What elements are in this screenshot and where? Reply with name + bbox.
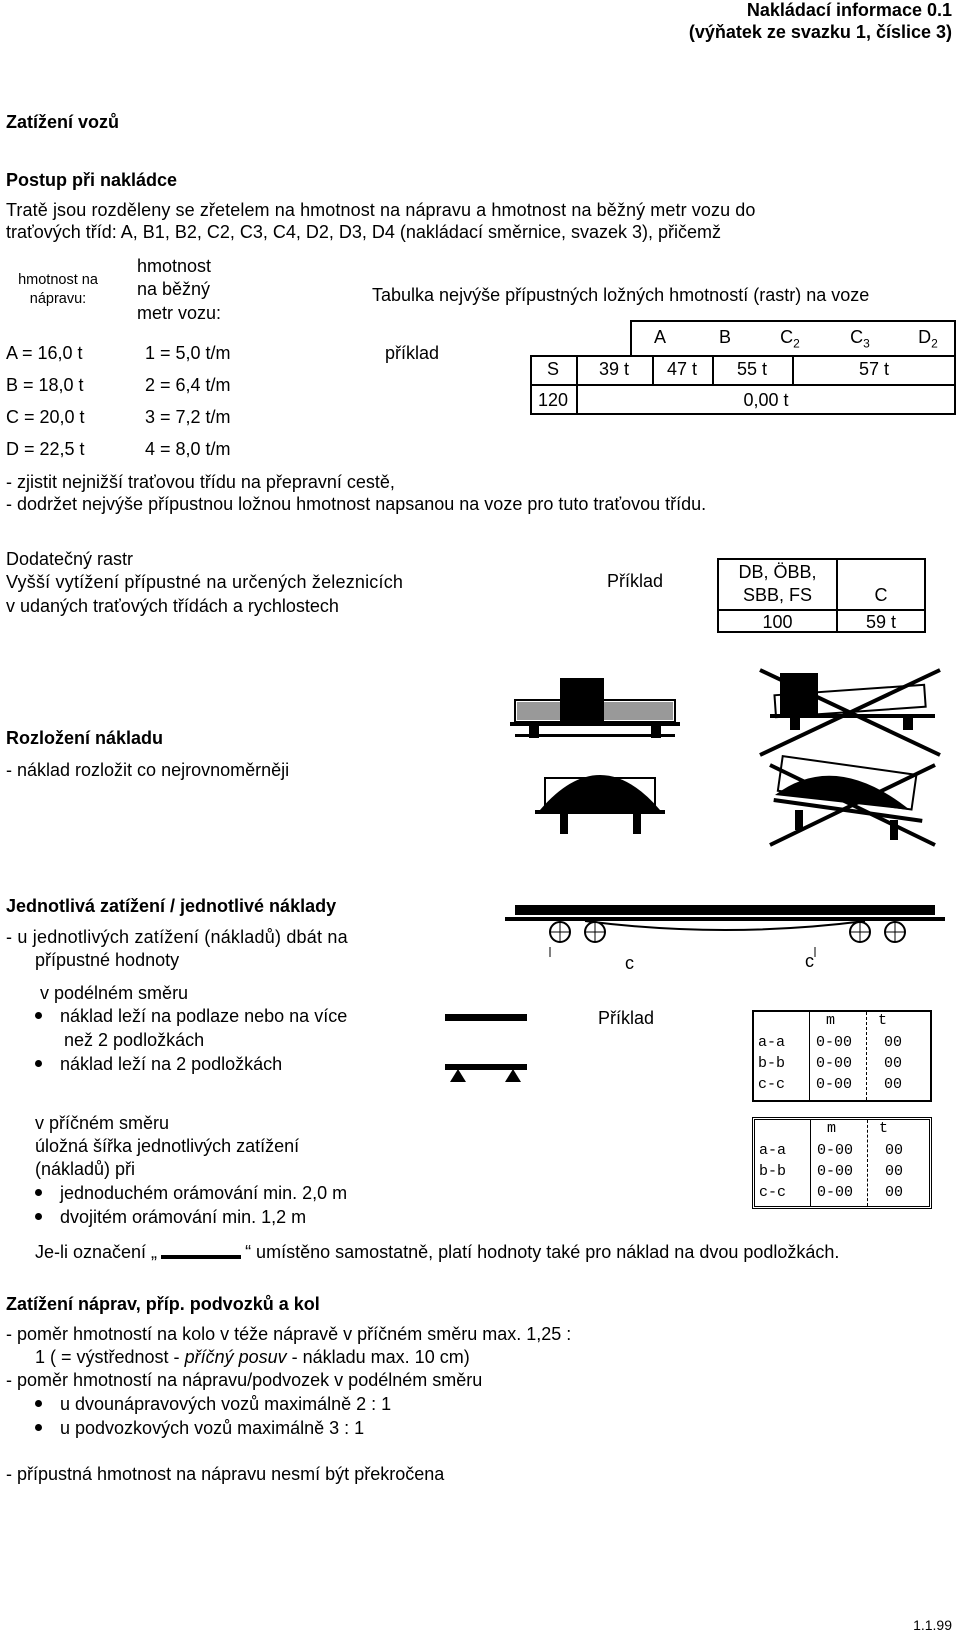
- wagon-wrong-top-icon: [760, 670, 940, 755]
- transverse-bullet-1: jednoduchém orámování min. 2,0 m: [35, 1183, 347, 1204]
- grid-row-120-value: 0,00 t: [743, 390, 789, 410]
- example-label-1: příklad: [385, 343, 440, 363]
- support-symbols: [445, 1012, 530, 1082]
- section-title-load: Zatížení vozů: [6, 112, 120, 132]
- longitudinal-bullet-2: náklad leží na 2 podložkách: [35, 1054, 282, 1075]
- section-subtitle-procedure: Postup při nakládce: [6, 170, 178, 190]
- transverse-line-1: úložná šířka jednotlivých zatížení: [35, 1136, 300, 1156]
- transverse-line-2: (nákladů) při: [35, 1159, 136, 1179]
- grid-row-s-label: S: [546, 359, 559, 379]
- intro-line-2: traťových tříd: A, B1, B2, C2, C3, C4, D2, D3, D4 (nakládací směrnice, svazek 3), přičemž: [6, 222, 722, 242]
- instruction-1: - zjistit nejnižší traťovou třídu na přepravní cestě,: [6, 472, 395, 492]
- wagon-correct-bottom-icon: [535, 775, 665, 834]
- header-title: Nakládací informace 0.1: [746, 0, 952, 20]
- grid-table-title: Tabulka nejvýše přípustných ložných hmotností (rastr) na voze: [372, 285, 870, 305]
- floor-support-icon: [445, 1014, 527, 1021]
- grid-head-b: B: [718, 327, 731, 347]
- meter-class-2: 2 = 6,4 t/m: [145, 375, 231, 395]
- axle-class-a: A = 16,0 t: [6, 343, 83, 363]
- meter-class-4: 4 = 8,0 t/m: [145, 439, 231, 459]
- flat-wagon-illustration: [505, 905, 945, 975]
- axle-line-3: - poměr hmotností na nápravu/podvozek v podélném směru: [6, 1370, 483, 1390]
- section-title-axle-loads: Zatížení náprav, příp. podvozků a kol: [6, 1294, 320, 1314]
- extra-grid-head-1: DB, ÖBB,: [738, 562, 817, 582]
- longitudinal-bullet-1-cont: než 2 podložkách: [64, 1030, 205, 1050]
- axle-class-b: B = 18,0 t: [6, 375, 84, 395]
- grid-cell-c3-d2: 57 t: [858, 359, 890, 379]
- grid-head-c2: $C_2$: [780, 327, 800, 351]
- extra-grid-table: [717, 558, 926, 633]
- grid-cell-a: 39 t: [598, 359, 630, 379]
- section-title-distribution: Rozložení nákladu: [6, 728, 164, 748]
- transverse-bullet-2: dvojitém orámování min. 1,2 m: [35, 1207, 306, 1228]
- single-loads-line-1: - u jednotlivých zatížení (nákladů) dbát na: [6, 927, 348, 947]
- meter-head-2: na běžný: [137, 279, 211, 299]
- meter-head-3: metr vozu:: [137, 303, 222, 323]
- wagon-correct-top-icon: [510, 678, 680, 738]
- grid-cell-b: 47 t: [666, 359, 698, 379]
- load-grid-1: m t a-a b-b c-c 0-00 0-00 0-00 00 00 00: [752, 1010, 932, 1102]
- c-label-1: c: [625, 953, 634, 973]
- axle-line-1: - poměr hmotností na kolo v téže nápravě v příčném směru max. 1,25 :: [6, 1324, 572, 1344]
- instruction-2: - dodržet nejvýše přípustnou ložnou hmotnost napsanou na voze pro tuto traťovou třídu.: [6, 494, 707, 514]
- axle-head-2: nápravu:: [29, 291, 87, 307]
- extra-grid-line-1: Vyšší vytížení přípustné na určených železnicích: [6, 572, 404, 592]
- longitudinal-heading: v podélném směru: [40, 983, 189, 1003]
- distribution-item: - náklad rozložit co nejrovnoměrněji: [6, 760, 290, 780]
- section-title-single-loads: Jednotlivá zatížení / jednotlivé náklady: [6, 896, 337, 916]
- axle-bullet-1: u dvounápravových vozů maximálně 2 : 1: [35, 1394, 391, 1415]
- axle-class-d: D = 22,5 t: [6, 439, 85, 459]
- axle-line-2: 1 ( = výstřednost - příčný posuv - nákladu max. 10 cm): [35, 1347, 470, 1367]
- c-label-2: c: [805, 951, 814, 971]
- meter-class-3: 3 = 7,2 t/m: [145, 407, 231, 427]
- axle-class-c: C = 20,0 t: [6, 407, 85, 427]
- extra-grid-line-2: v udaných traťových třídách a rychlostech: [6, 596, 339, 616]
- marking-bar-icon: [161, 1255, 241, 1259]
- extra-grid-row-value: 59 t: [865, 612, 897, 632]
- single-loads-line-2: přípustné hodnoty: [35, 950, 180, 970]
- extra-grid-head-c: C: [874, 585, 888, 605]
- axle-head-1: hmotnost na: [18, 272, 98, 288]
- two-supports-icon: [445, 1064, 527, 1082]
- extra-grid-row-label: 100: [762, 612, 793, 632]
- grid-head-c3: $C_3$: [850, 327, 870, 351]
- meter-head-1: hmotnost: [137, 256, 212, 276]
- axle-line-4: - přípustná hmotnost na nápravu nesmí být překročena: [6, 1464, 445, 1484]
- example-label-2: Příklad: [607, 571, 664, 591]
- axle-bullet-2: u podvozkových vozů maximálně 3 : 1: [35, 1418, 364, 1439]
- grid-cell-c2: 55 t: [736, 359, 768, 379]
- grid-head-a: A: [653, 327, 666, 347]
- example-label-3: Příklad: [598, 1008, 655, 1028]
- load-grid-2: m t a-a b-b c-c 0-00 0-00 0-00 00 00 00: [752, 1117, 932, 1209]
- transverse-heading: v příčném směru: [35, 1113, 170, 1133]
- meter-class-1: 1 = 5,0 t/m: [145, 343, 231, 363]
- grid-table: [530, 320, 956, 415]
- wheel-icon: [550, 922, 905, 942]
- footer-date: 1.1.99: [913, 1617, 952, 1633]
- grid-row-120-label: 120: [537, 390, 569, 410]
- marking-note: Je-li označení „ “ umístěno samostatně, platí hodnoty také pro náklad na dvou podložkách.: [35, 1242, 840, 1262]
- intro-line-1: Tratě jsou rozděleny se zřetelem na hmotnost na nápravu a hmotnost na běžný metr vozu do: [6, 200, 756, 220]
- section-title-extra-grid: Dodatečný rastr: [6, 549, 134, 569]
- wagon-wrong-bottom-icon: [770, 756, 935, 845]
- load-distribution-illustration: [505, 670, 945, 860]
- extra-grid-head-2: SBB, FS: [742, 585, 813, 605]
- longitudinal-bullet-1: náklad leží na podlaze nebo na více: [35, 1006, 347, 1027]
- grid-head-d2: $D_2$: [918, 327, 938, 351]
- header-subtitle: (výňatek ze svazku 1, číslice 3): [688, 22, 952, 42]
